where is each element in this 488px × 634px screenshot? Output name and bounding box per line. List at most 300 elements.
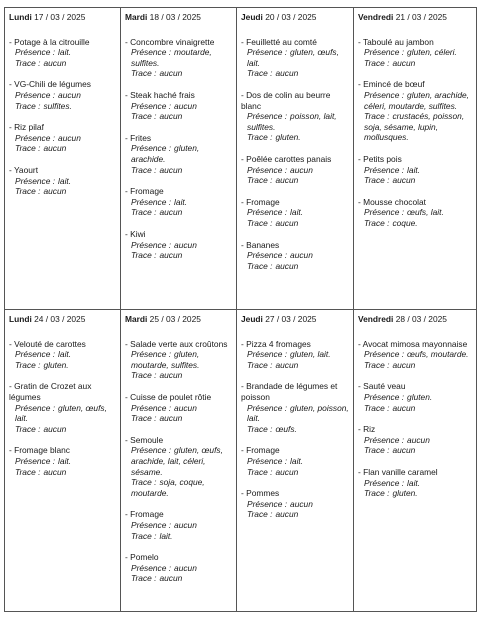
allergen-trace-label: Trace : [364, 488, 390, 499]
allergen-presence-label: Présence : [15, 402, 56, 413]
week-row [5, 8, 477, 310]
allergen-presence [241, 47, 350, 68]
allergen-trace [241, 467, 350, 478]
day-date: 27 / 03 / 2025 [265, 314, 317, 324]
allergen-presence-label: Présence : [364, 47, 405, 58]
allergen-presence-label: Présence : [131, 239, 172, 250]
allergen-trace [125, 207, 233, 218]
allergen-trace-value: aucun [275, 509, 299, 520]
allergen-presence [358, 47, 473, 58]
dish-name: - Cuisse de poulet rôtie [125, 391, 212, 402]
allergen-trace-label: Trace : [131, 530, 157, 541]
allergen-trace-label: Trace : [247, 509, 273, 520]
day-cell [354, 8, 477, 310]
allergen-trace [241, 424, 350, 435]
allergen-presence-label: Présence : [15, 47, 56, 58]
allergen-presence-label: Présence : [15, 132, 56, 143]
allergen-presence [241, 403, 350, 424]
allergen-trace-value: gluten. [43, 359, 69, 370]
allergen-trace-label: Trace : [131, 573, 157, 584]
allergen-trace [241, 68, 350, 79]
day-name: Jeudi [241, 314, 263, 324]
day-name: Vendredi [358, 314, 394, 324]
allergen-presence-label: Présence : [364, 207, 405, 218]
allergen-presence [358, 207, 473, 218]
allergen-trace-label: Trace : [364, 57, 390, 68]
allergen-presence-value: aucun [174, 519, 197, 530]
allergen-presence-label: Présence : [131, 100, 172, 111]
allergen-presence-value: aucun [290, 250, 313, 261]
day-name: Mardi [125, 12, 148, 22]
allergen-trace-value: aucun [159, 207, 183, 218]
dish-name: - Riz pilaf [9, 122, 44, 133]
dish-item [125, 229, 233, 261]
allergen-presence [241, 499, 350, 510]
allergen-presence-value: gluten, œufs, arachide, lait, céleri, sésame. [131, 445, 223, 477]
dish-name: - Yaourt [9, 164, 39, 175]
allergen-presence [358, 90, 473, 111]
allergen-presence-value: gluten, céleri. [407, 47, 457, 58]
allergen-presence-value: aucun [290, 498, 313, 509]
allergen-presence-label: Présence : [131, 196, 172, 207]
day-header [358, 12, 473, 23]
allergen-presence-value: lait. [407, 164, 421, 175]
day-cell [354, 310, 477, 612]
allergen-presence-label: Présence : [364, 477, 405, 488]
allergen-trace [125, 165, 233, 176]
allergen-trace-value: aucun [275, 466, 299, 477]
dish-item [125, 392, 233, 424]
allergen-trace-label: Trace : [247, 466, 273, 477]
allergen-trace [358, 218, 473, 229]
day-header [125, 12, 233, 23]
allergen-presence-value: lait. [290, 207, 304, 218]
allergen-presence [9, 456, 117, 467]
allergen-trace [125, 573, 233, 584]
allergen-presence-value: lait. [174, 196, 188, 207]
allergen-presence-label: Présence : [247, 455, 288, 466]
day-header [241, 12, 350, 23]
allergen-trace [125, 111, 233, 122]
allergen-presence-label: Présence : [131, 143, 172, 154]
allergen-presence-label: Présence : [247, 47, 288, 58]
dish-item [241, 37, 350, 79]
day-cell [121, 8, 237, 310]
allergen-trace-label: Trace : [15, 57, 41, 68]
allergen-trace-label: Trace : [131, 68, 157, 79]
allergen-trace-label: Trace : [131, 164, 157, 175]
allergen-presence [125, 445, 233, 477]
allergen-presence [358, 349, 473, 360]
allergen-presence-label: Présence : [247, 349, 288, 360]
dish-name: - Fromage blanc [9, 445, 70, 456]
dish-name: - Gratin de Crozet aux légumes [9, 381, 92, 402]
allergen-trace-value: aucun [159, 573, 183, 584]
dish-item [9, 381, 117, 434]
dish-item [9, 165, 117, 197]
allergen-presence [241, 165, 350, 176]
allergen-trace-value: aucun [275, 175, 299, 186]
allergen-trace [241, 360, 350, 371]
day-date: 25 / 03 / 2025 [149, 314, 201, 324]
allergen-presence [125, 47, 233, 68]
allergen-presence [125, 520, 233, 531]
allergen-presence-value: moutarde, sulfites. [131, 47, 212, 68]
allergen-presence-value: aucun [58, 89, 81, 100]
allergen-presence-value: gluten, arachide. [131, 143, 200, 164]
allergen-trace-value: aucun [159, 164, 183, 175]
allergen-presence-label: Présence : [131, 47, 172, 58]
dish-item [9, 37, 117, 69]
dish-name: - Frites [125, 132, 152, 143]
allergen-presence-label: Présence : [15, 455, 56, 466]
allergen-trace-label: Trace : [247, 260, 273, 271]
allergen-presence-value: œufs, lait. [407, 207, 444, 218]
day-header [358, 314, 473, 325]
dish-name: - Steak haché frais [125, 89, 195, 100]
dish-name: - Mousse chocolat [358, 196, 426, 207]
dish-item [125, 37, 233, 79]
allergen-presence [125, 101, 233, 112]
allergen-presence-value: gluten. [407, 391, 433, 402]
allergen-presence-label: Présence : [364, 89, 405, 100]
allergen-trace-value: aucun [275, 217, 299, 228]
allergen-presence-value: aucun [174, 402, 197, 413]
dish-item [358, 79, 473, 143]
dish-name: - Feuilletté au comté [241, 36, 317, 47]
allergen-presence-label: Présence : [15, 349, 56, 360]
allergen-presence-label: Présence : [15, 89, 56, 100]
dish-item [125, 339, 233, 381]
day-name: Lundi [9, 314, 32, 324]
allergen-trace-value: aucun [43, 57, 67, 68]
allergen-trace [125, 68, 233, 79]
day-cell [5, 310, 121, 612]
dish-item [358, 154, 473, 186]
allergen-presence-value: aucun [407, 434, 430, 445]
allergen-trace-label: Trace : [131, 477, 157, 488]
dish-name: - Concombre vinaigrette [125, 36, 215, 47]
allergen-trace-label: Trace : [247, 359, 273, 370]
allergen-presence-label: Présence : [247, 250, 288, 261]
dish-item [241, 90, 350, 143]
allergen-trace-value: aucun [392, 445, 416, 456]
allergen-trace-value: aucun [159, 250, 183, 261]
allergen-presence [9, 349, 117, 360]
allergen-trace-value: aucun [159, 111, 183, 122]
allergen-presence-label: Présence : [131, 562, 172, 573]
allergen-presence [241, 250, 350, 261]
dish-name: - Velouté de carottes [9, 338, 86, 349]
allergen-presence [241, 111, 350, 132]
allergen-presence-value: aucun [174, 100, 197, 111]
day-date: 28 / 03 / 2025 [395, 314, 447, 324]
day-header [125, 314, 233, 325]
allergen-trace-label: Trace : [364, 445, 390, 456]
allergen-trace-label: Trace : [247, 175, 273, 186]
allergen-trace-label: Trace : [364, 402, 390, 413]
allergen-trace-value: aucun [43, 186, 67, 197]
allergen-trace-value: aucun [275, 68, 299, 79]
dish-item [9, 79, 117, 111]
dish-name: - Poêlée carottes panais [241, 153, 332, 164]
dish-name: - Fromage [241, 196, 280, 207]
allergen-trace-value: coque. [392, 217, 418, 228]
allergen-trace-label: Trace : [131, 250, 157, 261]
allergen-trace-value: aucun [392, 175, 416, 186]
allergen-presence-label: Présence : [247, 164, 288, 175]
allergen-trace-label: Trace : [15, 423, 41, 434]
allergen-trace-value: aucun [392, 57, 416, 68]
allergen-trace-value: aucun [159, 68, 183, 79]
allergen-trace-value: aucun [159, 413, 183, 424]
allergen-presence-value: aucun [174, 239, 197, 250]
allergen-presence-label: Présence : [247, 498, 288, 509]
allergen-presence-value: gluten, moutarde, sulfites. [131, 349, 200, 370]
allergen-trace-value: aucun [275, 260, 299, 271]
allergen-trace-value: aucun [392, 359, 416, 370]
allergen-trace [9, 143, 117, 154]
allergen-presence [9, 47, 117, 58]
allergen-trace [125, 531, 233, 542]
allergen-trace [358, 111, 473, 143]
allergen-presence-value: gluten, arachide, céleri, moutarde, sulfites. [364, 89, 469, 111]
allergen-presence-value: aucun [174, 562, 197, 573]
dish-name: - VG-Chili de légumes [9, 79, 91, 90]
allergen-presence-value: lait. [58, 455, 72, 466]
dish-item [358, 467, 473, 499]
dish-name: - Fromage [125, 509, 164, 520]
day-cell [5, 8, 121, 310]
day-name: Jeudi [241, 12, 263, 22]
allergen-trace [358, 488, 473, 499]
allergen-trace-value: crustacés, poisson, soja, sésame, lupin, mollusques. [364, 111, 465, 143]
dish-name: - Pizza 4 fromages [241, 338, 311, 349]
allergen-trace-label: Trace : [131, 111, 157, 122]
allergen-presence-value: poisson, lait, sulfites. [247, 111, 337, 132]
day-header [9, 314, 117, 325]
allergen-trace [9, 424, 117, 435]
allergen-trace-label: Trace : [364, 175, 390, 186]
day-cell [237, 8, 354, 310]
allergen-presence [125, 403, 233, 414]
dish-item [358, 197, 473, 229]
dish-name: - Dos de colin au beurre blanc [241, 89, 331, 111]
allergen-presence [125, 143, 233, 164]
day-date: 21 / 03 / 2025 [395, 12, 447, 22]
dish-name: - Pomelo [125, 552, 159, 563]
allergen-trace-value: aucun [43, 466, 67, 477]
allergen-presence-label: Présence : [247, 207, 288, 218]
allergen-trace-value: aucun [43, 143, 67, 154]
allergen-presence-value: aucun [290, 164, 313, 175]
allergen-trace [358, 360, 473, 371]
dish-name: - Taboulé au jambon [358, 36, 434, 47]
allergen-presence [125, 563, 233, 574]
dish-item [358, 424, 473, 456]
allergen-presence [125, 197, 233, 208]
allergen-trace-label: Trace : [15, 359, 41, 370]
allergen-presence [9, 176, 117, 187]
allergen-trace [9, 101, 117, 112]
allergen-trace [9, 186, 117, 197]
allergen-presence-label: Présence : [247, 402, 288, 413]
dish-item [241, 488, 350, 520]
dish-name: - Fromage [241, 445, 280, 456]
allergen-presence-value: gluten, poisson, lait. [247, 402, 349, 424]
allergen-presence-value: lait. [58, 175, 72, 186]
allergen-presence-value: lait. [58, 47, 72, 58]
allergen-trace-value: aucun [159, 370, 183, 381]
allergen-trace-label: Trace : [247, 423, 273, 434]
allergen-presence-label: Présence : [364, 164, 405, 175]
dish-name: - Kiwi [125, 228, 146, 239]
allergen-trace [241, 218, 350, 229]
dish-name: - Fromage [125, 186, 164, 197]
allergen-presence [241, 207, 350, 218]
allergen-presence-value: gluten, œufs, lait. [247, 47, 339, 68]
allergen-trace-value: aucun [392, 402, 416, 413]
dish-item [241, 381, 350, 434]
allergen-trace-value: aucun [43, 423, 67, 434]
dish-item [125, 435, 233, 499]
day-header [241, 314, 350, 325]
allergen-trace-value: aucun [275, 359, 299, 370]
dish-item [9, 122, 117, 154]
allergen-trace-value: sulfites. [43, 100, 72, 111]
allergen-presence-label: Présence : [131, 349, 172, 360]
allergen-presence-label: Présence : [131, 519, 172, 530]
dish-name: - Avocat mimosa mayonnaise [358, 338, 468, 349]
allergen-trace [358, 58, 473, 69]
dish-name: - Brandade de légumes et poisson [241, 381, 338, 402]
allergen-trace-label: Trace : [15, 186, 41, 197]
allergen-trace-label: Trace : [15, 100, 41, 111]
day-cell [121, 310, 237, 612]
allergen-trace-label: Trace : [131, 370, 157, 381]
week-row [5, 310, 477, 612]
dish-name: - Riz [358, 424, 376, 435]
allergen-trace-label: Trace : [364, 359, 390, 370]
dish-name: - Salade verte aux croûtons [125, 338, 228, 349]
dish-item [241, 240, 350, 272]
dish-item [125, 186, 233, 218]
dish-item [9, 445, 117, 477]
allergen-trace [125, 477, 233, 498]
weekly-menu-table [4, 7, 477, 612]
dish-item [358, 339, 473, 371]
allergen-trace-label: Trace : [15, 143, 41, 154]
allergen-presence [125, 240, 233, 251]
dish-name: - Pommes [241, 488, 280, 499]
allergen-presence-value: lait. [58, 349, 72, 360]
allergen-trace [241, 509, 350, 520]
allergen-trace [241, 261, 350, 272]
allergen-presence-value: gluten, lait. [290, 349, 331, 360]
allergen-presence-label: Présence : [131, 445, 172, 456]
day-name: Vendredi [358, 12, 394, 22]
allergen-trace [358, 445, 473, 456]
day-name: Mardi [125, 314, 148, 324]
allergen-trace [9, 58, 117, 69]
allergen-trace-label: Trace : [131, 207, 157, 218]
dish-item [125, 509, 233, 541]
allergen-presence-label: Présence : [15, 175, 56, 186]
allergen-presence [241, 349, 350, 360]
allergen-trace [241, 175, 350, 186]
allergen-trace-label: Trace : [15, 466, 41, 477]
allergen-trace [9, 467, 117, 478]
menu-table-body [5, 8, 477, 612]
allergen-presence-label: Présence : [247, 111, 288, 122]
allergen-presence-label: Présence : [131, 402, 172, 413]
allergen-trace [358, 403, 473, 414]
allergen-trace-label: Trace : [247, 132, 273, 143]
dish-name: - Semoule [125, 434, 164, 445]
dish-name: - Flan vanille caramel [358, 466, 438, 477]
dish-item [125, 552, 233, 584]
allergen-trace-label: Trace : [131, 413, 157, 424]
allergen-presence-label: Présence : [364, 391, 405, 402]
allergen-presence [358, 478, 473, 489]
dish-name: - Petits pois [358, 153, 402, 164]
dish-item [125, 133, 233, 175]
dish-item [241, 197, 350, 229]
allergen-trace-label: Trace : [364, 217, 390, 228]
allergen-presence-value: gluten, œufs, lait. [15, 402, 107, 424]
dish-name: - Bananes [241, 239, 280, 250]
allergen-trace-value: œufs. [275, 423, 297, 434]
allergen-trace-value: gluten. [392, 488, 418, 499]
allergen-presence [9, 133, 117, 144]
dish-name: - Emincé de bœuf [358, 79, 425, 90]
dish-item [358, 381, 473, 413]
dish-item [241, 154, 350, 186]
dish-name: - Sauté veau [358, 381, 406, 392]
allergen-trace [125, 370, 233, 381]
day-name: Lundi [9, 12, 32, 22]
allergen-trace [9, 360, 117, 371]
allergen-trace [125, 250, 233, 261]
day-date: 20 / 03 / 2025 [265, 12, 317, 22]
day-date: 17 / 03 / 2025 [34, 12, 86, 22]
dish-item [241, 445, 350, 477]
allergen-presence-value: œufs, moutarde. [407, 349, 469, 360]
allergen-trace-value: gluten. [275, 132, 301, 143]
day-date: 18 / 03 / 2025 [149, 12, 201, 22]
allergen-presence [125, 349, 233, 370]
allergen-presence-value: lait. [290, 455, 304, 466]
allergen-presence [358, 165, 473, 176]
dish-name: - Potage à la citrouille [9, 36, 90, 47]
allergen-trace [358, 175, 473, 186]
allergen-trace [241, 132, 350, 143]
allergen-presence [358, 392, 473, 403]
allergen-presence-value: aucun [58, 132, 81, 143]
allergen-presence-label: Présence : [364, 349, 405, 360]
allergen-presence-value: lait. [407, 477, 421, 488]
dish-item [125, 90, 233, 122]
day-date: 24 / 03 / 2025 [34, 314, 86, 324]
allergen-trace [125, 413, 233, 424]
allergen-presence [241, 456, 350, 467]
allergen-trace-value: soja, coque, moutarde. [131, 477, 205, 498]
allergen-trace-label: Trace : [364, 111, 390, 122]
day-cell [237, 310, 354, 612]
allergen-trace-value: lait. [159, 530, 173, 541]
allergen-presence-label: Présence : [364, 434, 405, 445]
dish-item [358, 37, 473, 69]
